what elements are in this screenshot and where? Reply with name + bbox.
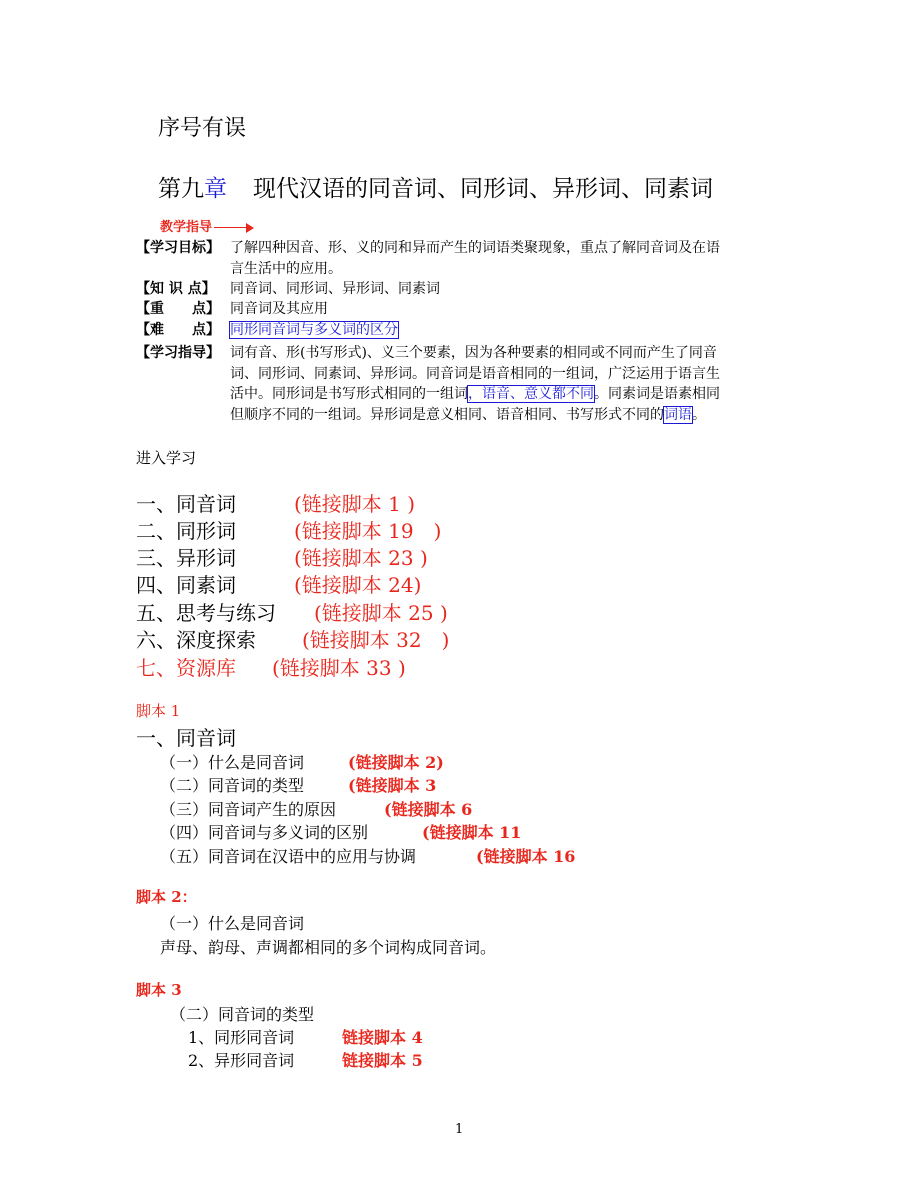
guidance-label: 【学习指导】 [136, 345, 220, 361]
toc-label: 六、深度探索 [136, 628, 256, 652]
sub-item-label: （三）同音词产生的原因 [160, 800, 337, 819]
knowledge-text: 同音词、同形词、异形词、同素词 [230, 281, 440, 297]
note-text: 序号有误 [158, 116, 247, 141]
toc-item[interactable] [136, 515, 442, 544]
toc-link[interactable]: (链接脚本 25 ) [314, 601, 448, 625]
meaning-link[interactable]: ，语音、意义都不同 [468, 386, 594, 402]
sub-item-link[interactable]: (链接脚本 16 [476, 847, 576, 866]
toc-link[interactable]: (链接脚本 1 ) [294, 492, 416, 516]
guidance-line: 词、同形词、同素词、异形词。同音词是语音相同的一组词，广泛运用于语言生 [230, 365, 720, 382]
section-heading: 一、同音词 [136, 726, 236, 750]
sub-item-label: （四）同音词与多义词的区别 [160, 823, 369, 842]
toc-item[interactable] [136, 569, 422, 598]
toc-label: 三、异形词 [136, 546, 236, 570]
goal-label: 【学习目标】 [136, 240, 220, 256]
toc-link[interactable]: (链接脚本 23 ) [294, 546, 428, 570]
sub-item[interactable] [160, 797, 473, 820]
toc-item[interactable] [136, 624, 450, 653]
toc-link[interactable]: (链接脚本 24) [294, 573, 422, 597]
sub-item[interactable] [188, 1025, 423, 1048]
enter-study: 进入学习 [136, 449, 197, 467]
sub-item-label: （二）同音词的类型 [160, 776, 305, 795]
script-title: 脚本 2： [136, 888, 197, 906]
sub-item[interactable] [188, 1048, 423, 1071]
toc-label: 四、同素词 [136, 573, 236, 597]
guide-label: 教学指导 [160, 220, 213, 235]
knowledge-label: 【知 识 点】 [136, 281, 216, 297]
guidance-text: 。 [692, 406, 706, 423]
difficult-label: 【难 点】 [136, 322, 220, 338]
goal-line: 了解四种因音、形、义的同和异而产生的词语类聚现象，重点了解同音词及在语 [230, 240, 720, 256]
chapter-title [158, 170, 713, 203]
toc-link[interactable]: (链接脚本 19 ) [294, 519, 442, 543]
section-heading: （一）什么是同音词 [160, 914, 305, 933]
toc-item[interactable] [136, 488, 416, 517]
sub-item-label: （一）什么是同音词 [160, 753, 305, 772]
key-label: 【重 点】 [136, 301, 220, 317]
chapter-prefix: 第九 [158, 176, 204, 202]
toc-label: 一、同音词 [136, 492, 236, 516]
sub-item[interactable] [160, 773, 437, 796]
arrow-right-icon [214, 223, 254, 233]
toc-label: 五、思考与练习 [136, 601, 276, 625]
script-title: 脚本 1 [136, 702, 181, 720]
definition-text: 声母、韵母、声调都相同的多个词构成同音词。 [160, 938, 497, 957]
sub-item[interactable] [160, 844, 576, 867]
toc-link[interactable]: (链接脚本 32 ) [302, 628, 450, 652]
chapter-highlight: 章 [204, 176, 227, 202]
toc-label: 二、同形词 [136, 519, 236, 543]
difficult-link[interactable]: 同形同音词与多义词的区分 [230, 322, 398, 338]
toc-item[interactable] [136, 652, 406, 681]
sub-item-link[interactable]: (链接脚本 3 [348, 776, 437, 795]
words-link[interactable]: 词语 [664, 406, 692, 423]
sub-item-label: 2、异形同音词 [188, 1051, 295, 1070]
guidance-line: 词有音、形(书写形式)、义三个要素，因为各种要素的相同或不同而产生了同音 [230, 345, 717, 361]
sub-item-label: （五）同音词在汉语中的应用与协调 [160, 847, 417, 866]
sub-item-link[interactable]: 链接脚本 4 [342, 1028, 423, 1047]
key-text: 同音词及其应用 [230, 301, 328, 317]
page-number: 1 [455, 1122, 464, 1137]
toc-item[interactable] [136, 542, 428, 571]
guidance-text: 但顺序不同的一组词。异形词是意义相同、语音相同、书写形式不同的 [230, 406, 664, 423]
sub-item-link[interactable]: (链接脚本 2) [348, 753, 444, 772]
sub-item[interactable] [160, 820, 522, 843]
sub-item-link[interactable]: 链接脚本 5 [342, 1051, 423, 1070]
sub-item[interactable] [160, 750, 444, 773]
script-title: 脚本 3 [136, 981, 182, 999]
goal-line: 言生活中的应用。 [230, 260, 342, 277]
toc-item[interactable] [136, 597, 448, 626]
guidance-text: 。同素词是语素相同 [594, 386, 720, 402]
sub-item-link[interactable]: (链接脚本 6 [384, 800, 473, 819]
chapter-name: 现代汉语的同音词、同形词、异形词、同素词 [253, 176, 713, 202]
sub-item-label: 1、同形同音词 [188, 1028, 295, 1047]
teaching-guide-link[interactable] [160, 216, 254, 235]
toc-link[interactable]: (链接脚本 33 ) [272, 656, 406, 680]
guidance-text: 活中。同形词是书写形式相同的一组词 [230, 386, 468, 402]
toc-label: 七、资源库 [136, 656, 236, 680]
section-heading: （二）同音词的类型 [170, 1005, 315, 1024]
sub-item-link[interactable]: (链接脚本 11 [422, 823, 522, 842]
